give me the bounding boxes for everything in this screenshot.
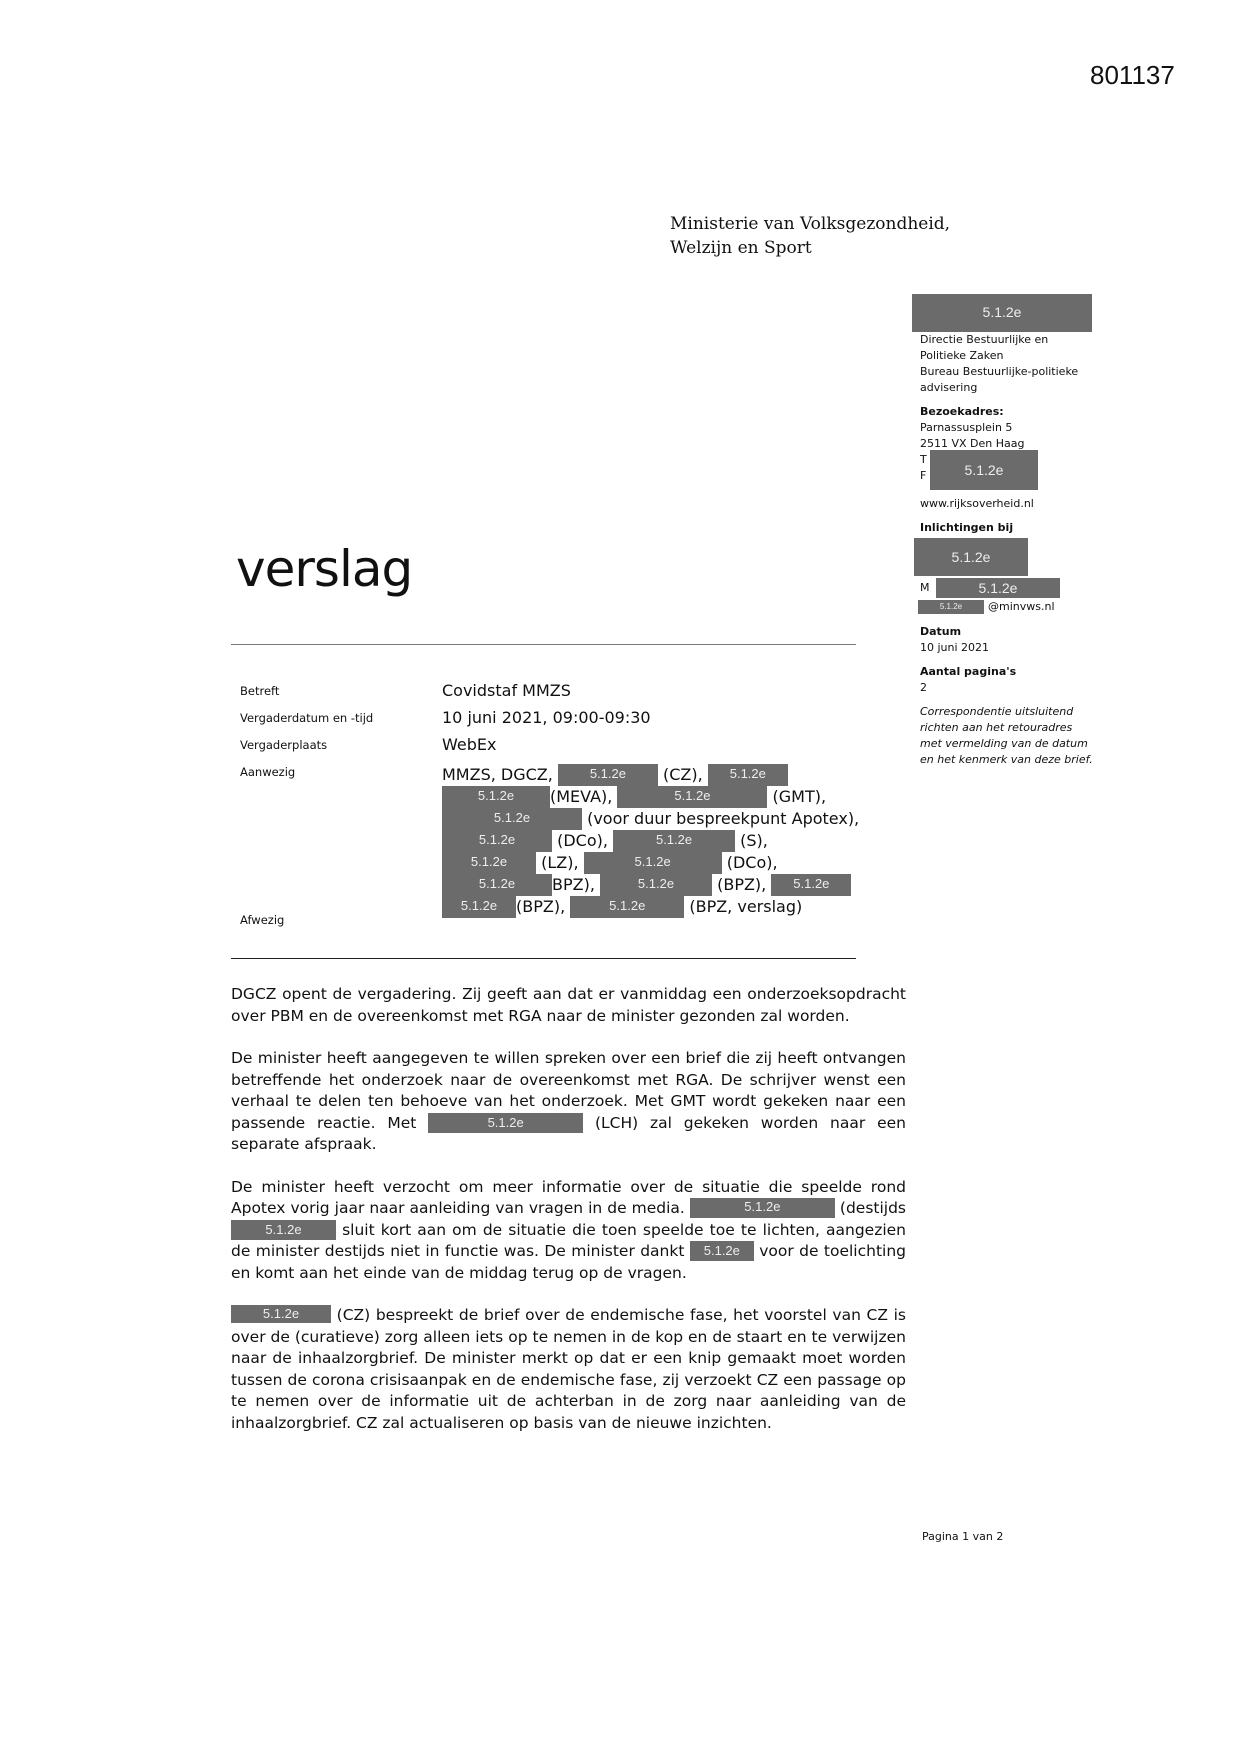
redaction: 5.1.2e bbox=[690, 1198, 835, 1218]
ministry-line: Ministerie van Volksgezondheid, bbox=[670, 214, 951, 234]
paragraph bbox=[231, 1177, 906, 1285]
text: voor de toelichting en komt aan het einde van de middag terug op de vragen. bbox=[231, 1242, 906, 1282]
place: WebEx bbox=[442, 735, 497, 754]
visit-label: Bezoekadres: bbox=[920, 405, 1004, 418]
text: (CZ) bespreekt de brief over de endemische fase, het voorstel van CZ is over de (curatieve) zorg alleen iets op te nemen in de kop en de staart en te verwijzen naar de inhaalzorgbrief. De minister merkt op dat er een knip gemaakt moet worden tussen de corona crisisaanpak en de endemische fase, zij verzoekt CZ een passage op te nemen over de informatie uit de achterban in de zorg naar aanleiding van de inhaalzorgbrief. CZ zal actualiseren op basis van de nieuwe inzichten. bbox=[231, 1306, 906, 1432]
attendee-text: (MEVA), bbox=[550, 787, 618, 806]
divider bbox=[231, 958, 856, 959]
department: Bureau Bestuurlijke-politieke bbox=[920, 365, 1079, 378]
redaction: 5.1.2e bbox=[912, 294, 1092, 332]
redaction: 5.1.2e bbox=[558, 764, 658, 786]
subject: Covidstaf MMZS bbox=[442, 681, 571, 700]
ministry-line: Welzijn en Sport bbox=[670, 238, 812, 258]
pages: 2 bbox=[920, 681, 927, 694]
paragraph bbox=[231, 1048, 906, 1156]
attendee-text: MMZS, DGCZ, bbox=[442, 765, 558, 784]
minutes-body bbox=[231, 984, 906, 1455]
ministry-name bbox=[670, 212, 950, 260]
department: Politieke Zaken bbox=[920, 349, 1004, 362]
text: (LCH) zal gekeken worden naar een separate afspraak. bbox=[231, 1113, 906, 1153]
date: 10 juni 2021 bbox=[920, 641, 990, 654]
sidebar-info bbox=[920, 294, 1095, 768]
divider bbox=[231, 644, 856, 645]
attendee-text: (DCo), bbox=[726, 853, 778, 872]
attendee-text: BPZ), bbox=[552, 875, 600, 894]
text: (destijds bbox=[834, 1199, 906, 1217]
present-label: Aanwezig bbox=[240, 765, 296, 779]
redaction: 5.1.2e bbox=[613, 830, 735, 852]
place-label: Vergaderplaats bbox=[240, 738, 328, 752]
attendee-text: (S), bbox=[740, 831, 768, 850]
redaction: 5.1.2e bbox=[690, 1241, 754, 1261]
subject-label: Betreft bbox=[240, 684, 280, 698]
page-number: Pagina 1 van 2 bbox=[922, 1530, 1004, 1543]
redaction: 5.1.2e bbox=[584, 852, 722, 874]
attendee-text: (voor duur bespreekpunt Apotex), bbox=[587, 809, 860, 828]
attendee-text: (BPZ, verslag) bbox=[689, 897, 803, 916]
redaction: 5.1.2e bbox=[442, 808, 582, 830]
redaction: 5.1.2e bbox=[442, 786, 550, 808]
address: Parnassusplein 5 bbox=[920, 421, 1013, 434]
absent-label: Afwezig bbox=[240, 913, 285, 927]
fax-label: F bbox=[920, 469, 927, 482]
redaction: 5.1.2e bbox=[617, 786, 767, 808]
attendees bbox=[442, 764, 862, 918]
attendee-text: (LZ), bbox=[541, 853, 584, 872]
redaction: 5.1.2e bbox=[231, 1305, 331, 1323]
attendee-text: (BPZ), bbox=[516, 897, 571, 916]
website: www.rijksoverheid.nl bbox=[920, 497, 1034, 510]
attendee-text: (DCo), bbox=[557, 831, 614, 850]
attendee-text: (CZ), bbox=[663, 765, 708, 784]
date-label: Datum bbox=[920, 625, 962, 638]
info-label: Inlichtingen bij bbox=[920, 521, 1014, 534]
phone-label: T bbox=[920, 453, 927, 466]
email: @minvws.nl bbox=[988, 600, 1055, 613]
attendee-text: (GMT), bbox=[772, 787, 827, 806]
redaction: 5.1.2e bbox=[570, 896, 684, 918]
mobile-label: M bbox=[920, 581, 930, 594]
redaction: 5.1.2e bbox=[442, 852, 536, 874]
redaction: 5.1.2e bbox=[428, 1113, 583, 1133]
redaction: 5.1.2e bbox=[442, 874, 552, 896]
correspondence-note: Correspondentie uitsluitend richten aan het retouradres met vermelding van de datum en het kenmerk van deze brief. bbox=[920, 705, 1093, 766]
datetime: 10 juni 2021, 09:00-09:30 bbox=[442, 708, 651, 727]
redaction: 5.1.2e bbox=[914, 538, 1028, 576]
redaction: 5.1.2e bbox=[600, 874, 712, 896]
text: sluit kort aan om de situatie die toen speelde toe te lichten, aangezien de minister destijds niet in functie was. De minister dankt bbox=[231, 1220, 906, 1260]
redaction: 5.1.2e bbox=[442, 896, 516, 918]
redaction: 5.1.2e bbox=[231, 1220, 336, 1240]
redaction: 5.1.2e bbox=[936, 578, 1060, 598]
document-number: 801137 bbox=[1090, 60, 1175, 90]
paragraph: DGCZ opent de vergadering. Zij geeft aan dat er vanmiddag een onderzoeksopdracht over PBM en de overeenkomst met RGA naar de minister gezonden zal worden. bbox=[231, 985, 906, 1025]
text: De minister heeft aangegeven te willen spreken over een brief die zij heeft ontvangen betreffende het onderzoek naar de overeenkomst met RGA. De schrijver wenst een verhaal te delen ten behoeve van het onderzoek. Met GMT wordt gekeken naar een passende reactie. Met bbox=[231, 1049, 906, 1132]
text: De minister heeft verzocht om meer informatie over de situatie die speelde rond Apotex vorig jaar naar aanleiding van vragen in de media. bbox=[231, 1177, 906, 1217]
pages-label: Aantal pagina's bbox=[920, 665, 1017, 678]
attendee-text: (BPZ), bbox=[717, 875, 772, 894]
redaction: 5.1.2e bbox=[930, 450, 1038, 490]
redaction: 5.1.2e bbox=[442, 830, 552, 852]
address: 2511 VX Den Haag bbox=[920, 437, 1025, 450]
paragraph bbox=[231, 1305, 906, 1434]
document-title: verslag bbox=[236, 540, 413, 598]
department: advisering bbox=[920, 381, 978, 394]
datetime-label: Vergaderdatum en -tijd bbox=[240, 711, 374, 725]
redaction: 5.1.2e bbox=[771, 874, 851, 896]
department: Directie Bestuurlijke en bbox=[920, 333, 1049, 346]
redaction: 5.1.2e bbox=[918, 600, 984, 614]
redaction: 5.1.2e bbox=[708, 764, 788, 786]
